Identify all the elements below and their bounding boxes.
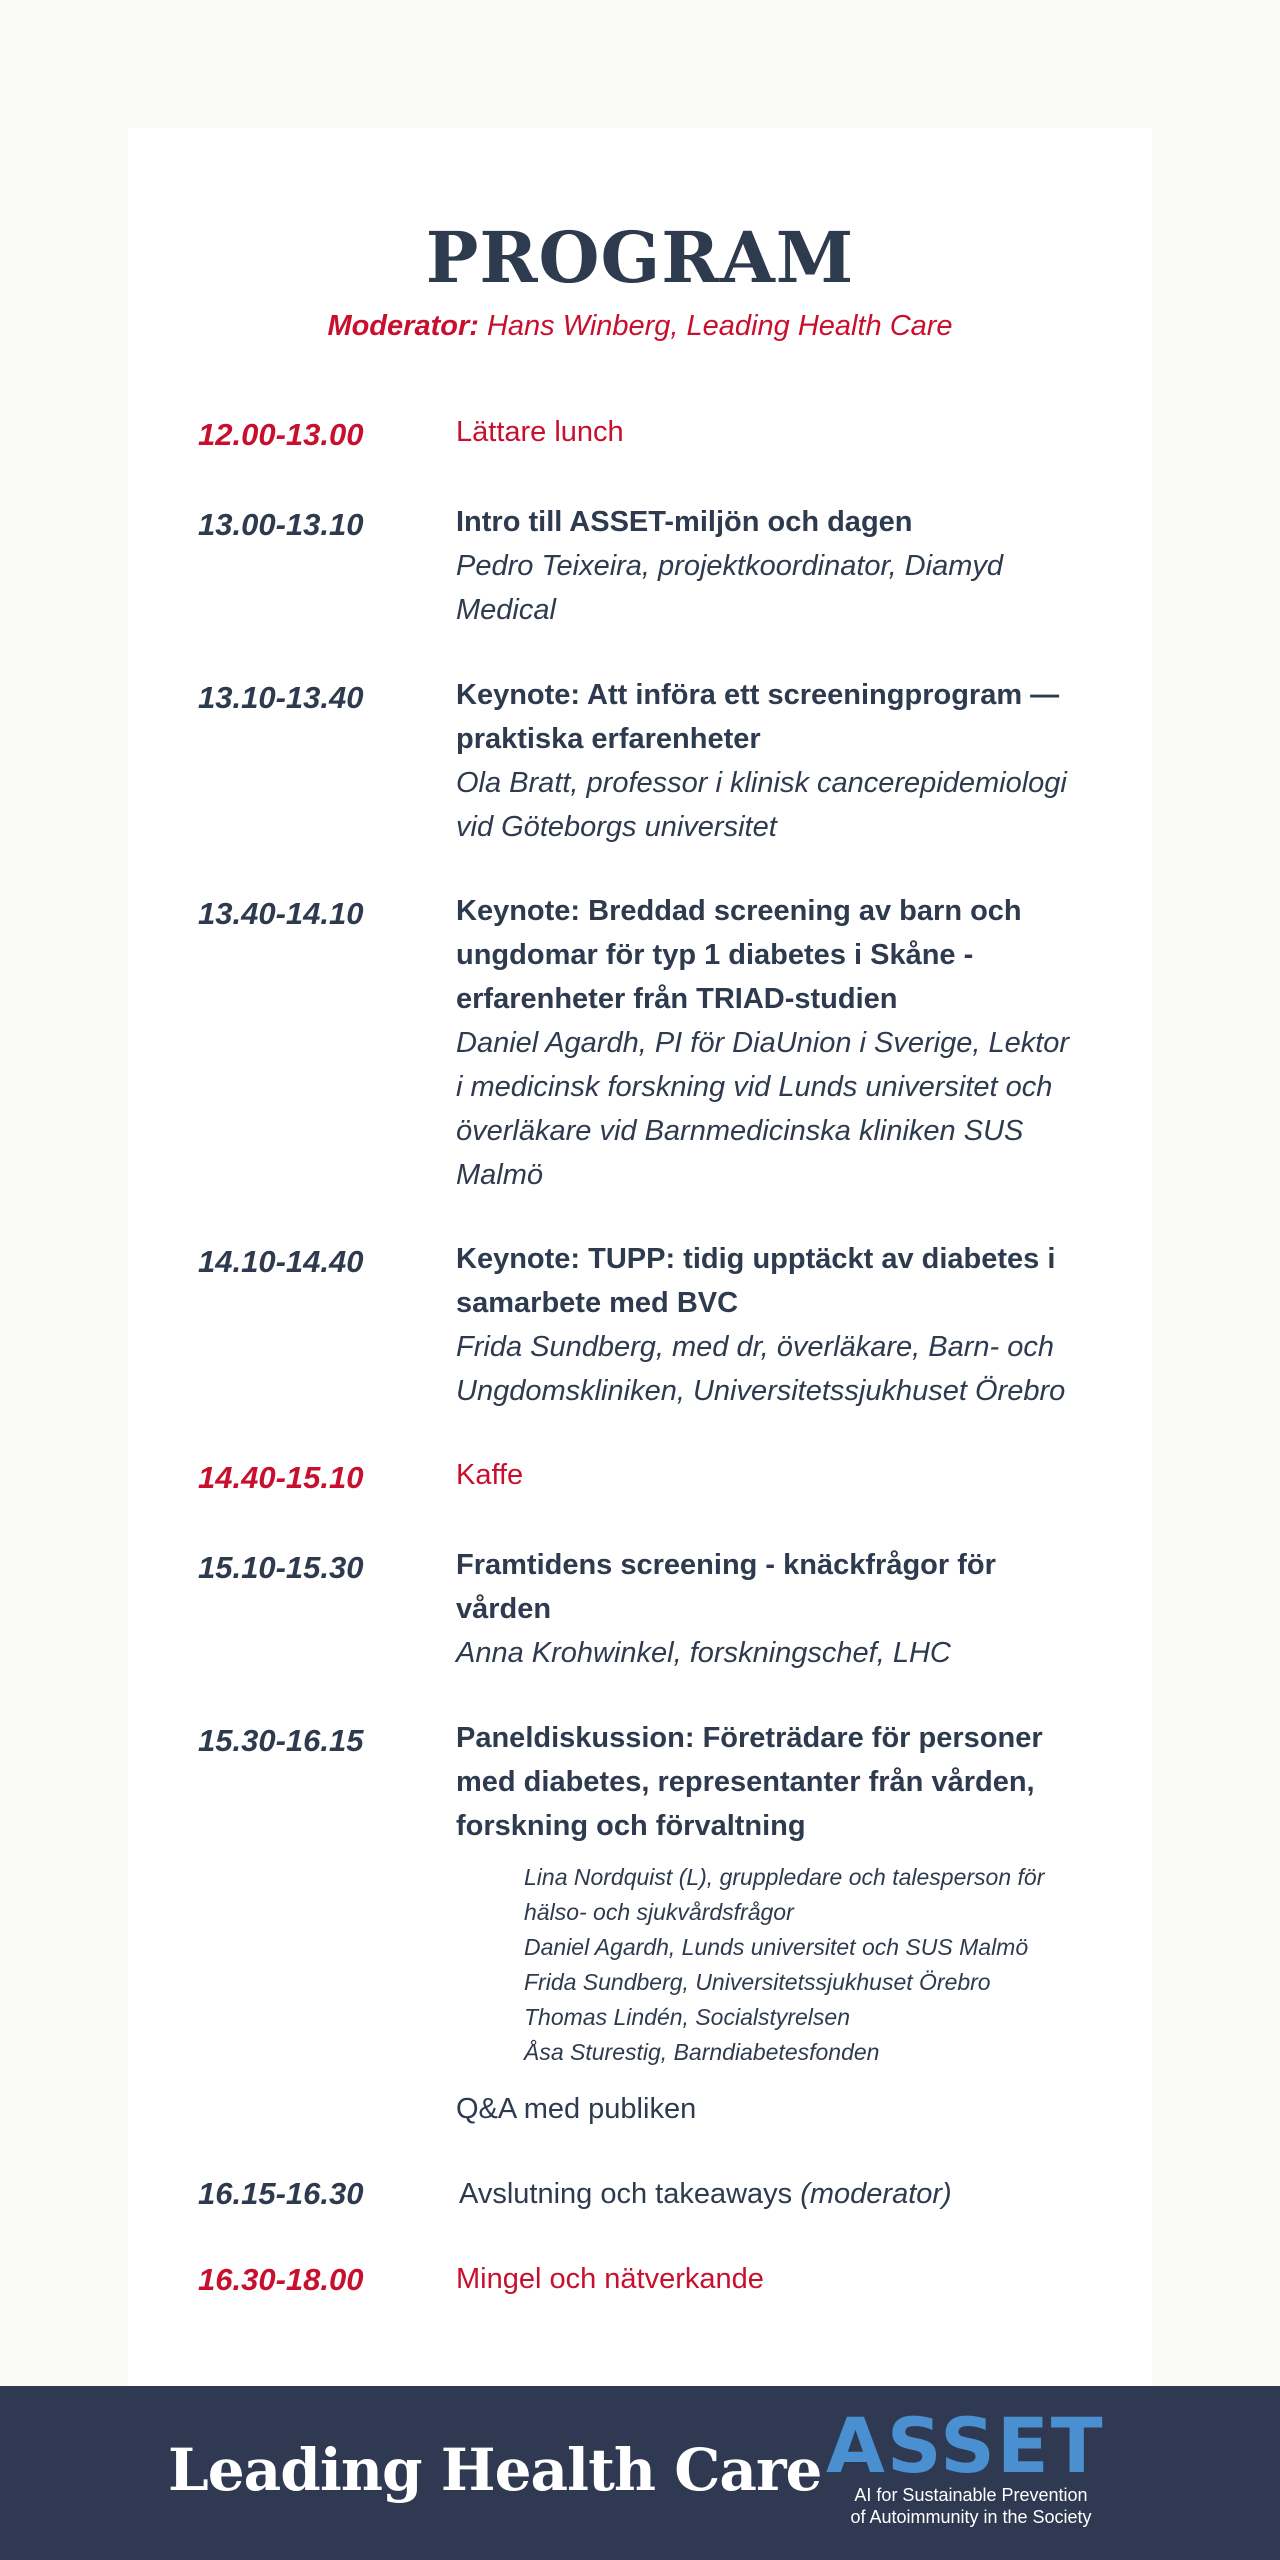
asset-tagline-line: AI for Sustainable Prevention (854, 2485, 1088, 2505)
program-item (456, 889, 1076, 1197)
time-slot: 13.10-13.40 (198, 680, 364, 715)
program-item (459, 2172, 1079, 2216)
panelist: Thomas Lindén, Socialstyrelsen (524, 2004, 850, 2030)
program-item (456, 1543, 1076, 1675)
program-item (456, 2257, 1076, 2301)
asset-wordmark: ASSET (826, 2401, 1105, 2490)
leading-health-care-logo: Leading Health Care (168, 2436, 822, 2504)
time-slot: 16.30-18.00 (198, 2262, 364, 2297)
asset-tagline-line: of Autoimmunity in the Society (850, 2507, 1092, 2527)
panelist: Frida Sundberg, Universitetssjukhuset Örebro (524, 1969, 991, 1995)
session-title: Lättare lunch (456, 416, 624, 448)
session-title: Avslutning och takeaways (459, 2178, 801, 2210)
program-item (456, 410, 1076, 454)
session-title: Keynote: Att införa ett screeningprogram — praktiska erfarenheter (456, 679, 1060, 755)
session-speaker: Daniel Agardh, PI för DiaUnion i Sverige, Lektor i medicinsk forskning vid Lunds universitet och överläkare vid Barnmedicinska kliniken SUS Malmö (456, 1027, 1070, 1191)
session-speaker: Anna Krohwinkel, forskningschef, LHC (456, 1637, 951, 1669)
session-title: Kaffe (456, 1459, 524, 1491)
page-title: PROGRAM (425, 216, 855, 299)
program-item (456, 673, 1076, 849)
panelist-list (524, 1860, 1084, 2070)
session-title: Intro till ASSET-miljön och dagen (456, 506, 913, 538)
time-slot: 13.00-13.10 (198, 507, 364, 542)
panelist: Daniel Agardh, Lunds universitet och SUS Malmö (524, 1934, 1029, 1960)
asset-logo (826, 2401, 1116, 2544)
time-slot: 15.10-15.30 (198, 1550, 364, 1585)
program-item (456, 1237, 1076, 1413)
panelist: Lina Nordquist (L), gruppledare och talesperson för hälso- och sjukvårdsfrågor (524, 1864, 1045, 1925)
asset-tagline (826, 2484, 1116, 2528)
session-title: Keynote: Breddad screening av barn och ungdomar för typ 1 diabetes i Skåne - erfarenheter från TRIAD-studien (456, 895, 1022, 1015)
moderator-line (0, 306, 1280, 346)
time-slot: 13.40-14.10 (198, 896, 364, 931)
session-title: Paneldiskussion: Företrädare för personer med diabetes, representanter från vården, forskning och förvaltning (456, 1722, 1043, 1842)
session-speaker: Frida Sundberg, med dr, överläkare, Barn- och Ungdomskliniken, Universitetssjukhuset Örebro (456, 1331, 1066, 1407)
panelist: Åsa Sturestig, Barndiabetesfonden (524, 2039, 880, 2065)
program-item (456, 1453, 1076, 1497)
session-note: (moderator) (800, 2178, 952, 2210)
session-title: Mingel och nätverkande (456, 2263, 764, 2295)
moderator-label: Moderator: (327, 310, 479, 342)
qa-note: Q&A med publiken (456, 2093, 697, 2125)
session-title: Keynote: TUPP: tidig upptäckt av diabetes i samarbete med BVC (456, 1243, 1056, 1319)
program-item (456, 1716, 1076, 1848)
time-slot: 16.15-16.30 (198, 2176, 364, 2211)
time-slot: 15.30-16.15 (198, 1723, 364, 1758)
time-slot: 14.10-14.40 (198, 1244, 364, 1279)
program-item (456, 500, 1076, 632)
session-speaker: Ola Bratt, professor i klinisk cancerepidemiologi vid Göteborgs universitet (456, 767, 1067, 843)
time-slot: 14.40-15.10 (198, 1460, 364, 1495)
session-title: Framtidens screening - knäckfrågor för vården (456, 1549, 996, 1625)
session-speaker: Pedro Teixeira, projektkoordinator, Diamyd Medical (456, 550, 1003, 626)
time-slot: 12.00-13.00 (198, 417, 364, 452)
moderator-name: Hans Winberg, Leading Health Care (478, 310, 953, 342)
